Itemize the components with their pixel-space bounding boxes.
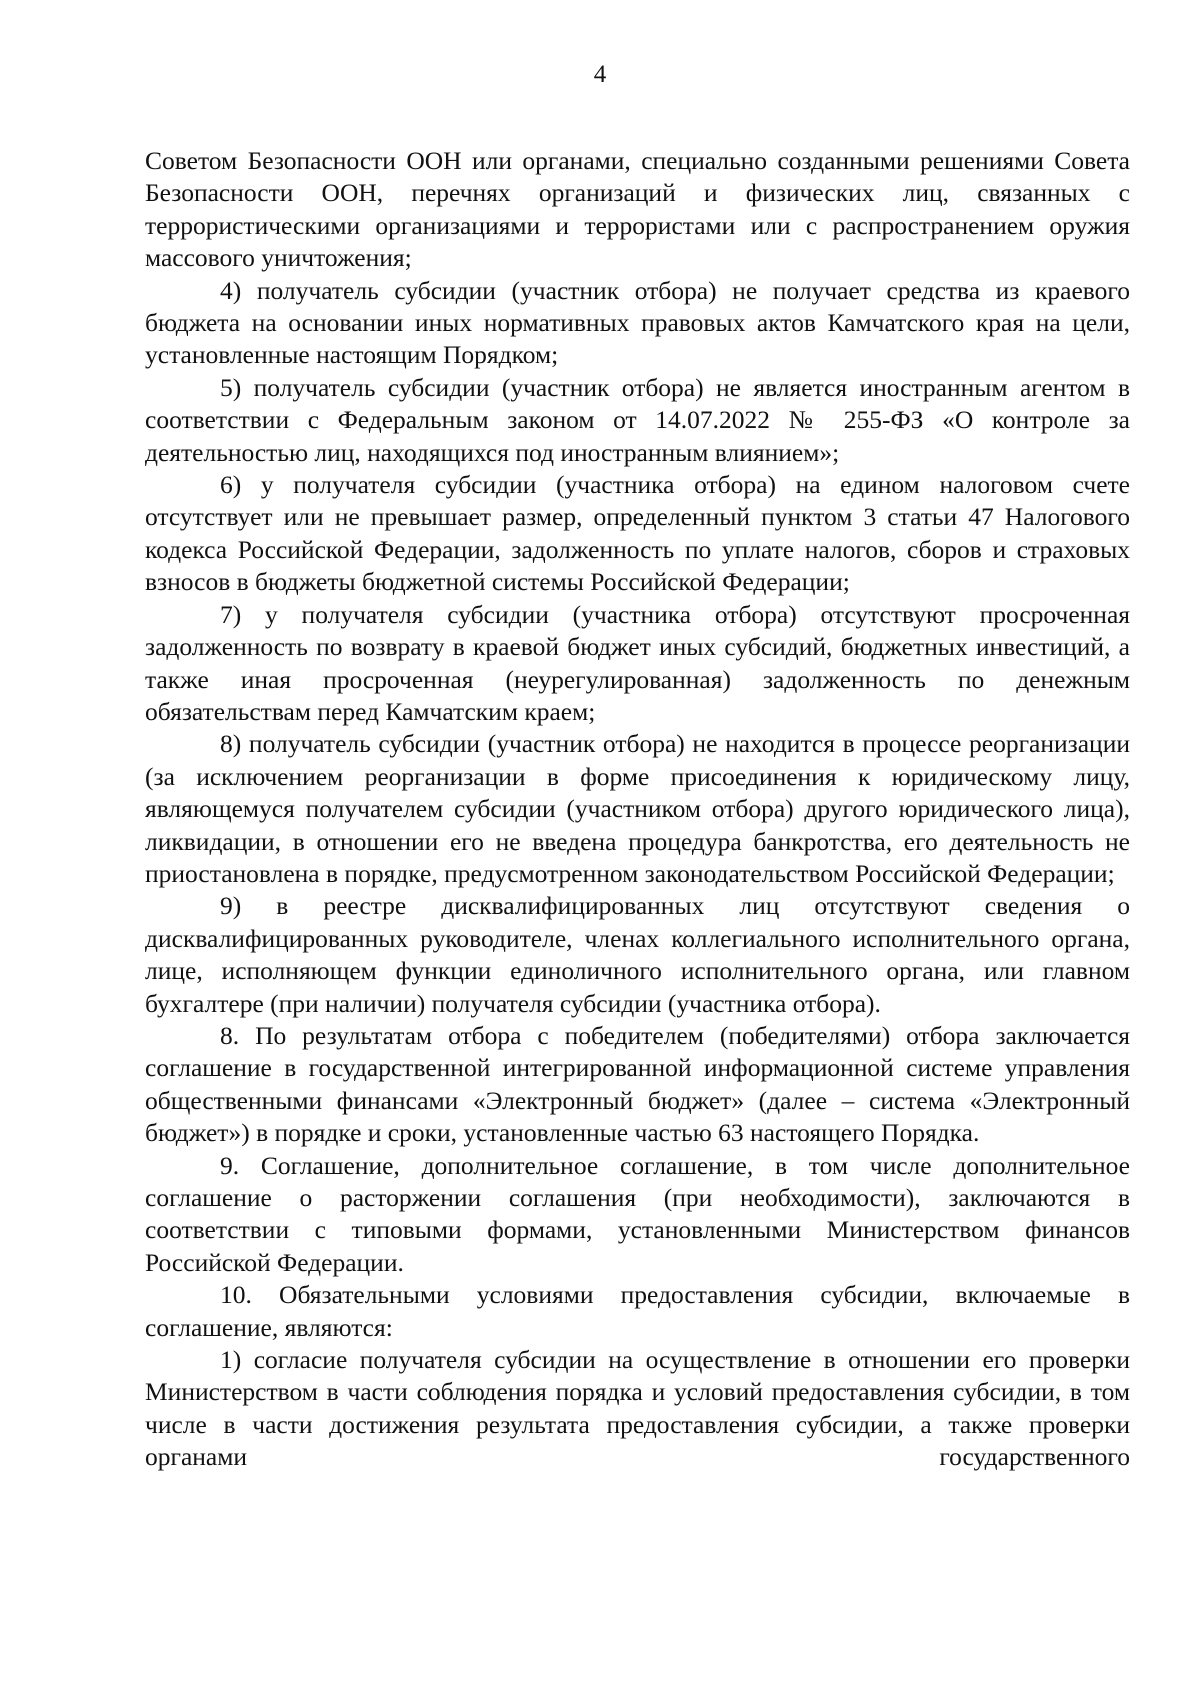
paragraph-item-4: 4) получатель субсидии (участник отбора) не получает средства из краевого бюджета на основании иных нормативных правовых актов Камчатского края на цели, установленные настоящим Порядком; <box>145 275 1130 370</box>
paragraph-item-5: 5) получатель субсидии (участник отбора) не является иностранным агентом в соответствии с Федеральным законом от 14.07.2022 № 255-ФЗ «О контроле за деятельностью лиц, находящихся под иностранным влиянием»; <box>145 372 1130 467</box>
paragraph-item-8: 8) получатель субсидии (участник отбора) не находится в процессе реорганизации (за исключением реорганизации в форме присоединения к юридическому лицу, являющемуся получателем субсидии (участником отбора) другого юридического лица), ликвидации, в отношении его не введена процедура банкротства, его деятельность не приостановлена в порядке, предусмотренном законодательством Российской Федерации; <box>145 729 1130 888</box>
paragraph-item-9: 9) в реестре дисквалифицированных лиц отсутствуют сведения о дисквалифицированных руководителе, членах коллегиального исполнительного органа, лице, исполняющем функции единоличного исполнительного органа, или главном бухгалтере (при наличии) получателя субсидии (участника отбора). <box>145 891 1130 1018</box>
paragraph-subitem-1: 1) согласие получателя субсидии на осуществление в отношении его проверки Министерством в части соблюдения порядка и условий предоставления субсидии, в том числе в части достижения результата предоставления субсидии, а также проверки органами государственного <box>145 1345 1130 1472</box>
paragraph-clause-8: 8. По результатам отбора с победителем (победителями) отбора заключается соглашение в государственной интегрированной информационной системе управления общественными финансами «Электронный бюджет» (далее – система «Электронный бюджет») в порядке и сроки, установленные частью 63 настоящего Порядка. <box>145 1020 1130 1148</box>
paragraph-item-6: 6) у получателя субсидии (участника отбора) на едином налоговом счете отсутствует или не превышает размер, определенный пунктом 3 статьи 47 Налогового кодекса Российской Федерации, задолженность по уплате налогов, сборов и страховых взносов в бюджеты бюджетной системы Российской Федерации; <box>145 470 1130 597</box>
paragraph-continuation: Советом Безопасности ООН или органами, специально созданными решениями Совета Безопасности ООН, перечнях организаций и физических лиц, связанных с террористическими организациями и террористами или с распространением оружия массового уничтожения; <box>145 146 1130 273</box>
document-body <box>145 145 1130 1474</box>
paragraph-clause-10: 10. Обязательными условиями предоставления субсидии, включаемые в соглашение, являются: <box>145 1280 1130 1342</box>
paragraph-item-7: 7) у получателя субсидии (участника отбора) отсутствуют просроченная задолженность по возврату в краевой бюджет иных субсидий, бюджетных инвестиций, а также иная просроченная (неурегулированная) задолженность по денежным обязательствам перед Камчатским краем; <box>145 599 1130 726</box>
paragraph-clause-9: 9. Соглашение, дополнительное соглашение, в том числе дополнительное соглашение о расторжении соглашения (при необходимости), заключаются в соответствии с типовыми формами, установленными Министерством финансов Российской Федерации. <box>145 1150 1130 1277</box>
page-number: 4 <box>593 61 607 88</box>
